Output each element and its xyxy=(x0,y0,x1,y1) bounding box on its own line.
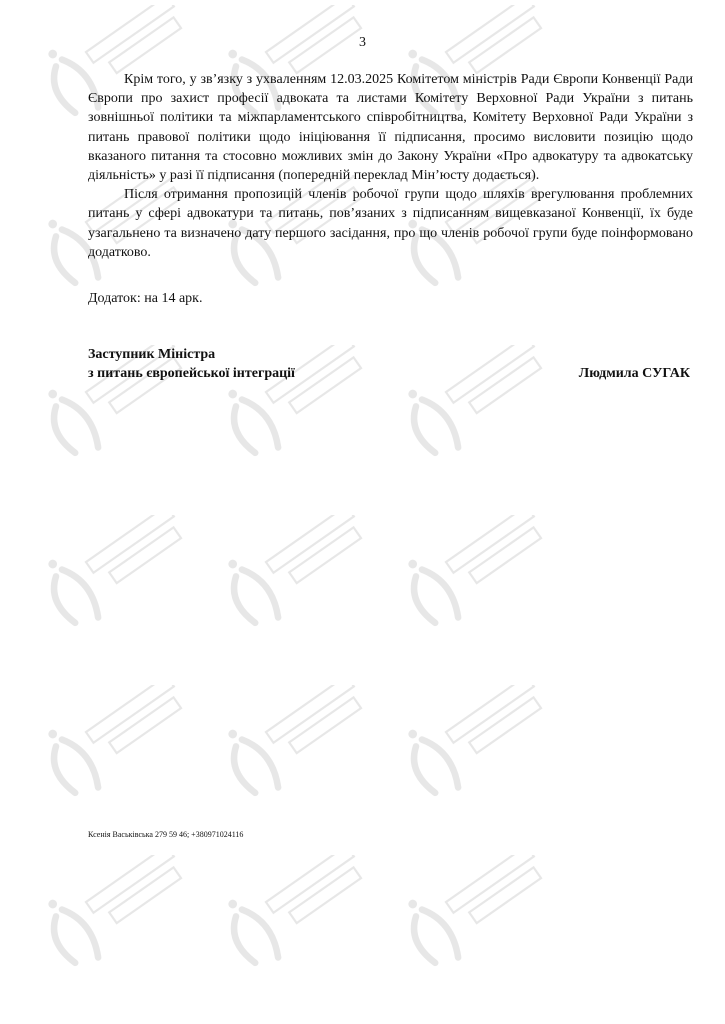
body-text xyxy=(88,70,693,262)
signature-position-line1: Заступник Міністра xyxy=(88,347,216,362)
signatory-name: Людмила СУГАК xyxy=(578,365,690,381)
signature-line xyxy=(88,365,690,384)
paragraph-convention: Крім того, у зв’язку з ухваленням 12.03.2025 Комітетом міністрів Ради Європи Конвенції Ради Європи про захист професії адвоката та листами Комітету Верховної Ради України з питань зовнішньої політики та міжпарламентського співробітництва, Комітету Верховної Ради України з питань правової політики щодо ініціювання її підписання, просимо висловити позицію щодо вказаного питання та стосовно можливих змін до Закону України «Про адвокатуру та адвокатську діяльність» у разі її підписання (попередній переклад Мін’юсту додається). xyxy=(88,72,693,184)
signature-position-line2: з питань європейської інтеграції xyxy=(88,365,295,381)
signature-block xyxy=(88,346,690,383)
paragraph-working-group: Після отримання пропозицій членів робочої групи щодо шляхів врегулювання проблемних питань у сфері адвокатури та питань, пов’язаних з підписанням вищевказаної Конвенції, їх буде узагальнено та визначено дату першого засідання, про що членів робочої групи буде поінформовано додатково. xyxy=(88,187,693,260)
page-number: 3 xyxy=(359,35,366,50)
executor-contact: Ксенія Васьківська 279 59 46; +380971024116 xyxy=(88,830,244,839)
attachment-note: Додаток: на 14 арк. xyxy=(88,291,203,306)
